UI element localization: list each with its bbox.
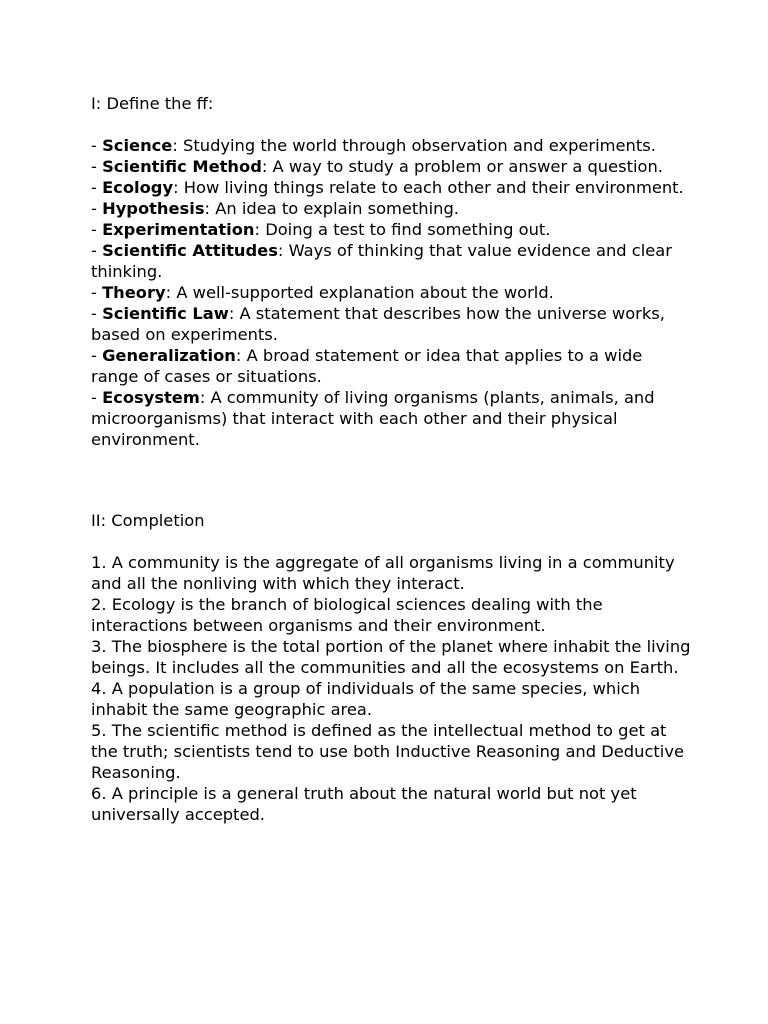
completion-item: 1. A community is the aggregate of all organisms living in a community and all the nonliving with which they interact. (91, 553, 675, 593)
definition-term: Scientific Law (102, 304, 229, 323)
definition-text: A way to study a problem or answer a question. (272, 157, 663, 176)
definition-term: Science (102, 136, 173, 155)
definition-item: - Ecology: How living things relate to each other and their environment. (91, 178, 684, 197)
definition-term: Ecosystem (102, 388, 200, 407)
definition-term: Ecology (102, 178, 174, 197)
completion-item: 2. Ecology is the branch of biological sciences dealing with the interactions between organisms and their environment. (91, 595, 603, 635)
definition-text: A broad statement or idea that applies to a wide range of cases or situations. (91, 346, 643, 386)
definition-text: An idea to explain something. (215, 199, 459, 218)
definition-item: - Ecosystem: A community of living organisms (plants, animals, and microorganisms) that interact with each other and their physical environment. (91, 388, 655, 449)
spacer (91, 450, 691, 510)
document-body (91, 93, 691, 825)
definition-item: - Theory: A well-supported explanation about the world. (91, 283, 554, 302)
definitions-list (91, 135, 691, 450)
definition-text: A well-supported explanation about the world. (176, 283, 554, 302)
definition-term: Scientific Method (102, 157, 262, 176)
section-2-heading: II: Completion (91, 511, 205, 530)
definition-text: How living things relate to each other and their environment. (183, 178, 684, 197)
spacer (91, 114, 691, 135)
definition-text: Ways of thinking that value evidence and clear thinking. (91, 241, 672, 281)
definition-item: - Scientific Law: A statement that describes how the universe works, based on experiments. (91, 304, 665, 344)
completion-item: 6. A principle is a general truth about the natural world but not yet universally accepted. (91, 784, 637, 824)
definition-term: Theory (102, 283, 166, 302)
definition-text: A statement that describes how the universe works, based on experiments. (91, 304, 665, 344)
definition-item: - Hypothesis: An idea to explain something. (91, 199, 459, 218)
definition-text: A community of living organisms (plants, animals, and microorganisms) that interact with each other and their physical environment. (91, 388, 655, 449)
section-1-heading: I: Define the ff: (91, 94, 214, 113)
definition-item: - Generalization: A broad statement or idea that applies to a wide range of cases or situations. (91, 346, 643, 386)
definition-term: Experimentation (102, 220, 255, 239)
definition-item: - Scientific Attitudes: Ways of thinking that value evidence and clear thinking. (91, 241, 672, 281)
definition-term: Scientific Attitudes (102, 241, 278, 260)
definition-text: Studying the world through observation and experiments. (183, 136, 656, 155)
spacer (91, 531, 691, 552)
completion-item: 5. The scientific method is defined as the intellectual method to get at the truth; scientists tend to use both Inductive Reasoning and Deductive Reasoning. (91, 721, 684, 782)
definition-term: Generalization (102, 346, 236, 365)
definition-term: Hypothesis (102, 199, 205, 218)
completion-item: 3. The biosphere is the total portion of the planet where inhabit the living beings. It includes all the communities and all the ecosystems on Earth. (91, 637, 691, 677)
definition-item: - Science: Studying the world through observation and experiments. (91, 136, 656, 155)
definition-item: - Experimentation: Doing a test to find something out. (91, 220, 551, 239)
completion-list (91, 552, 691, 825)
definition-item: - Scientific Method: A way to study a problem or answer a question. (91, 157, 663, 176)
completion-item: 4. A population is a group of individuals of the same species, which inhabit the same geographic area. (91, 679, 641, 719)
definition-text: Doing a test to find something out. (265, 220, 551, 239)
